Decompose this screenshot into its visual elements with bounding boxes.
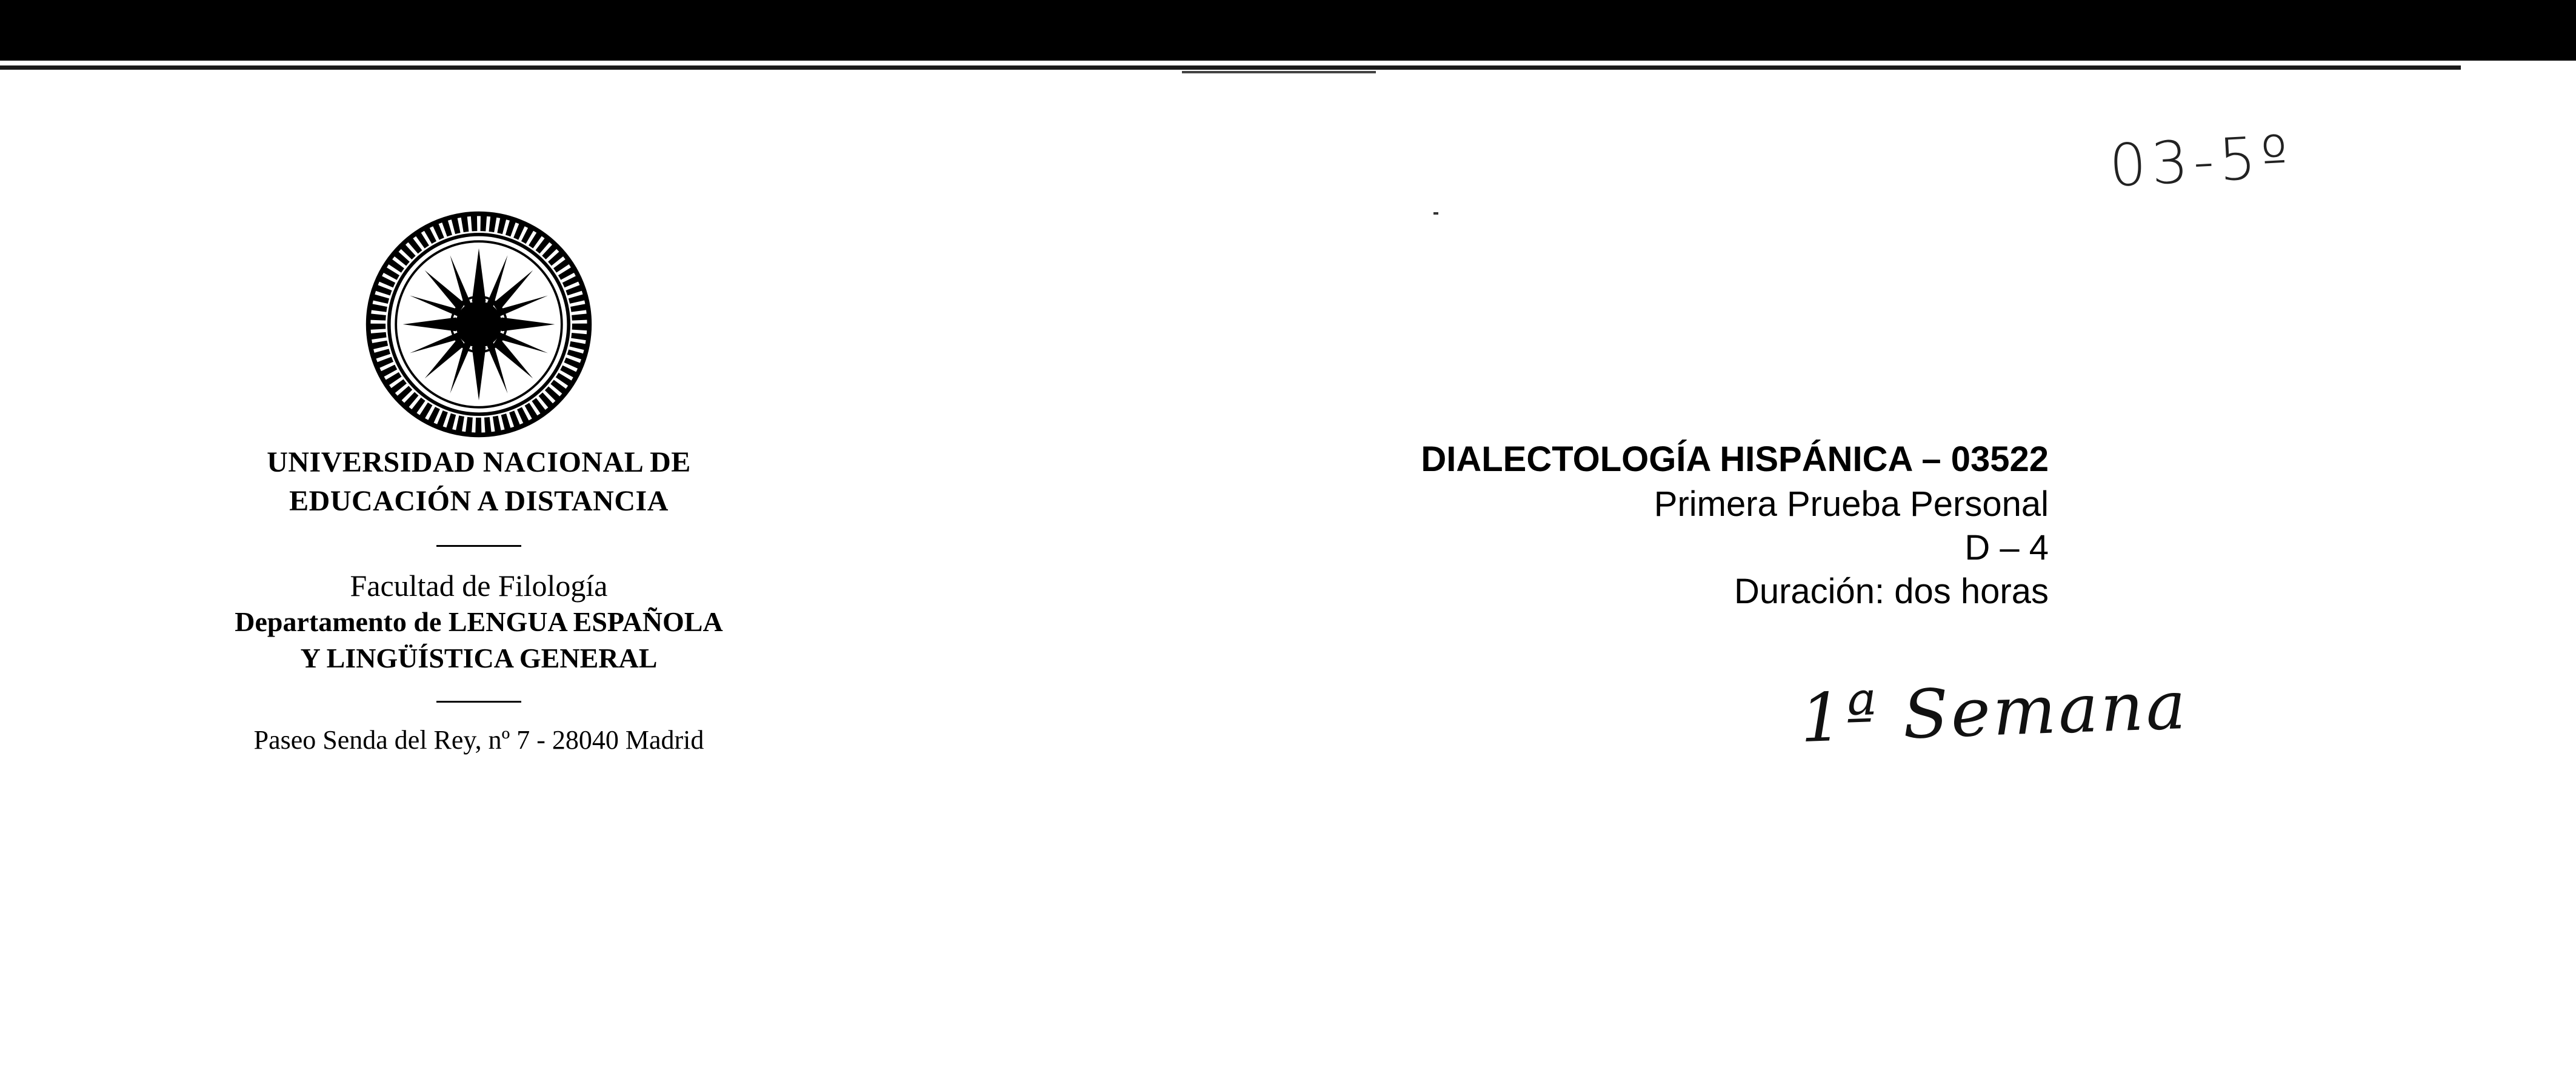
scan-edge-line-secondary (1182, 71, 1376, 73)
scan-speck (1433, 212, 1438, 215)
scan-top-border (0, 0, 2576, 61)
university-seal-icon (364, 209, 594, 440)
handwritten-week: 1ª Semana (1798, 666, 2190, 758)
handwritten-code: 03-5º (2107, 122, 2295, 200)
department-line2: Y LINGÜÍSTICA GENERAL (300, 643, 658, 674)
institution-header (145, 209, 812, 757)
course-title: DIALECTOLOGÍA HISPÁNICA – 03522 (1421, 440, 2049, 479)
divider (436, 701, 521, 703)
exam-header (1321, 436, 2049, 614)
institution-name-line2: EDUCACIÓN A DISTANCIA (289, 485, 669, 517)
institution-name-line1: UNIVERSIDAD NACIONAL DE (267, 446, 691, 478)
faculty-name: Facultad de Filología (350, 569, 608, 603)
divider (436, 545, 521, 547)
scan-edge-line (0, 65, 2461, 70)
exam-model: D – 4 (1964, 528, 2049, 567)
department-line1: Departamento de LENGUA ESPAÑOLA (235, 606, 723, 637)
institution-address: Paseo Senda del Rey, nº 7 - 28040 Madrid (253, 725, 704, 755)
exam-duration: Duración: dos horas (1733, 572, 2049, 611)
exam-type: Primera Prueba Personal (1653, 484, 2049, 524)
